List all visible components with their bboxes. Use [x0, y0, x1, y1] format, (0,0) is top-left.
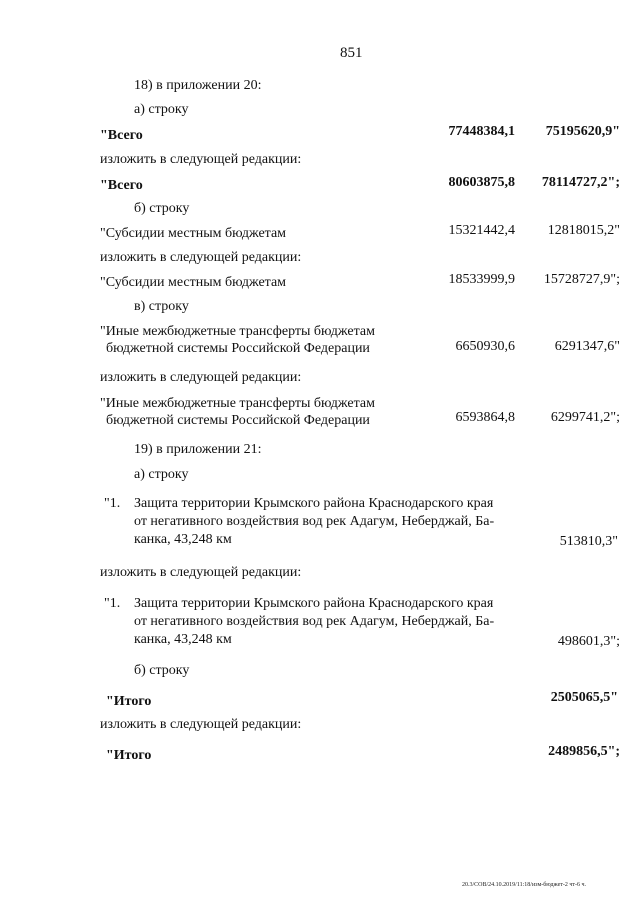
row-subsidies-new-value-2: 15728727,9";: [543, 272, 620, 287]
section-18-b-label: б) строку: [134, 201, 190, 216]
row-subsidies-old-value-2: 12818015,2": [547, 223, 620, 238]
section-19-a-label: а) строку: [134, 467, 189, 482]
row-vsego-new-value-2: 78114727,2";: [541, 175, 620, 190]
row-transfers-new-value-2: 6299741,2";: [550, 410, 620, 425]
instruction-text: изложить в следующей редакции:: [100, 717, 302, 732]
row-protection-new-number: "1.: [104, 596, 121, 611]
row-vsego-old-label: "Всего: [100, 128, 143, 143]
row-protection-new-line-2: от негативного воздействия вод рек Адагум, Неберджай, Ба-: [134, 614, 495, 629]
row-subsidies-new-value-1: 18533999,9: [448, 272, 515, 287]
row-protection-old-line-1: Защита территории Крымского района Краснодарского края: [134, 496, 494, 511]
row-protection-new-line-3: канка, 43,248 км: [134, 632, 232, 647]
row-transfers-new-value-1: 6593864,8: [455, 410, 515, 425]
page-number: 851: [340, 45, 363, 61]
instruction-text: изложить в следующей редакции:: [100, 370, 302, 385]
row-protection-old-line-2: от негативного воздействия вод рек Адагум, Неберджай, Ба-: [134, 514, 495, 529]
instruction-text: изложить в следующей редакции:: [100, 250, 302, 265]
row-protection-new-line-1: Защита территории Крымского района Краснодарского края: [134, 596, 494, 611]
section-18-c-label: в) строку: [134, 299, 189, 314]
row-total-old-value: 2505065,5": [550, 690, 618, 705]
row-total-old-label: "Итого: [106, 694, 152, 709]
document-footer-code: 20.3/СОВ/24.10.2019/11:18/изм-бюджет-2 чт-6 ч.: [462, 882, 587, 888]
row-protection-old-value: 513810,3": [559, 534, 618, 549]
row-total-new-value: 2489856,5";: [548, 744, 620, 759]
row-vsego-old-value-1: 77448384,1: [448, 124, 515, 139]
section-19-b-label: б) строку: [134, 663, 190, 678]
row-protection-old-number: "1.: [104, 496, 121, 511]
row-total-new-label: "Итого: [106, 748, 152, 763]
row-transfers-old-line-1: "Иные межбюджетные трансферты бюджетам: [100, 324, 375, 339]
row-transfers-new-line-1: "Иные межбюджетные трансферты бюджетам: [100, 396, 375, 411]
row-transfers-old-line-2: бюджетной системы Российской Федерации: [106, 341, 370, 356]
row-protection-new-value: 498601,3";: [557, 634, 620, 649]
instruction-text: изложить в следующей редакции:: [100, 152, 302, 167]
section-19-header: 19) в приложении 21:: [134, 442, 262, 457]
row-subsidies-old-value-1: 15321442,4: [448, 223, 515, 238]
row-protection-old-line-3: канка, 43,248 км: [134, 532, 232, 547]
row-vsego-new-label: "Всего: [100, 178, 143, 193]
row-transfers-old-value-2: 6291347,6": [554, 339, 620, 354]
row-subsidies-old-label: "Субсидии местным бюджетам: [100, 226, 287, 241]
section-18-header: 18) в приложении 20:: [134, 78, 262, 93]
section-18-a-label: а) строку: [134, 102, 189, 117]
row-vsego-new-value-1: 80603875,8: [448, 175, 515, 190]
row-transfers-old-value-1: 6650930,6: [455, 339, 515, 354]
row-subsidies-new-label: "Субсидии местным бюджетам: [100, 275, 287, 290]
row-transfers-new-line-2: бюджетной системы Российской Федерации: [106, 413, 370, 428]
row-vsego-old-value-2: 75195620,9": [545, 124, 620, 139]
instruction-text: изложить в следующей редакции:: [100, 565, 302, 580]
